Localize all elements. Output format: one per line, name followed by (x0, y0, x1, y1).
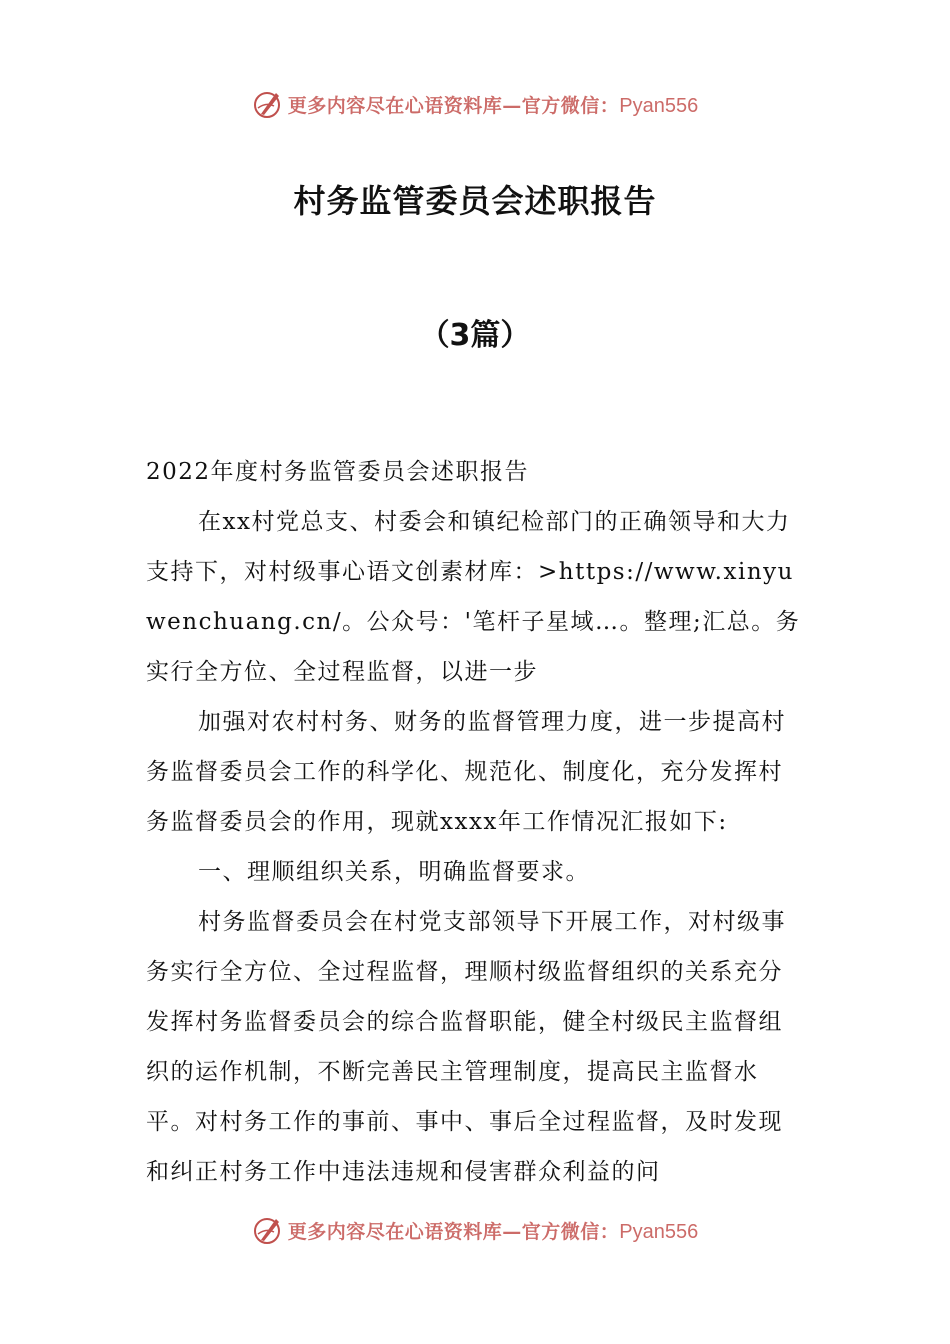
paragraph: 一、理顺组织关系，明确监督要求。 (198, 859, 590, 885)
paragraph: 在xx村党总支、村委会和镇纪检部门的正确领导和大力支持下，对村级事心语文创素材库：>https://www.xinyuwenchuang.cn/。公众号：'笔杆子星域…。整理;汇总。务实行全方位、全过程监督，以进一步 (146, 509, 801, 685)
section-heading: 2022年度村务监管委员会述职报告 (146, 459, 530, 485)
document-title: 村务监管委员会述职报告 (293, 182, 657, 220)
watermark-text: 更多内容尽在心语资料库—官方微信：Pyan556 (287, 1220, 699, 1243)
quill-logo-icon (252, 1214, 284, 1246)
document-body (146, 447, 806, 1197)
paragraph: 加强对农村村务、财务的监督管理力度，进一步提高村务监督委员会工作的科学化、规范化、制度化，充分发挥村务监督委员会的作用，现就xxxx年工作情况汇报如下: (146, 709, 786, 835)
quill-logo-icon (252, 88, 284, 120)
watermark-footer (0, 1210, 950, 1250)
watermark-header (0, 84, 950, 124)
watermark-text: 更多内容尽在心语资料库—官方微信：Pyan556 (287, 94, 699, 117)
document-subtitle: （3篇） (419, 318, 531, 353)
paragraph: 村务监督委员会在村党支部领导下开展工作，对村级事务实行全方位、全过程监督，理顺村级监督组织的关系充分发挥村务监督委员会的综合监督职能，健全村级民主监督组织的运作机制，不断完善民主管理制度，提高民主监督水平。对村务工作的事前、事中、事后全过程监督，及时发现和纠正村务工作中违法违规和侵害群众利益的问 (146, 909, 786, 1185)
